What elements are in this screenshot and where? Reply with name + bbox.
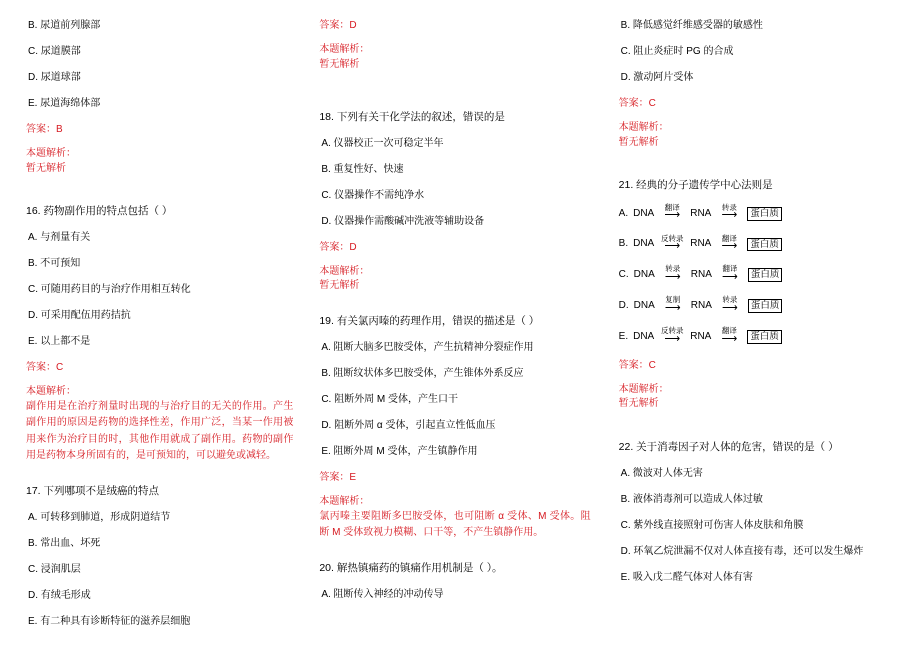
formula-term-start: DNA <box>633 330 655 342</box>
question-title: 22. 关于消毒因子对人体的危害，错误的是（ ） <box>618 440 839 453</box>
answer-option[interactable]: C. 仪器操作不需纯净水 <box>321 189 425 201</box>
column-2 <box>311 18 608 641</box>
correct-answer: 答案：B <box>26 124 63 135</box>
formula-option[interactable] <box>619 204 888 221</box>
explanation-text: 暂无解析 <box>618 398 659 410</box>
column-3 <box>609 18 906 641</box>
arrow-glyph: ⟶ <box>664 301 681 314</box>
answer-option[interactable]: D. 阻断外周 α 受体，引起直立性低血压 <box>321 419 496 431</box>
spacer <box>619 424 888 440</box>
answer-option[interactable]: D. 激动阿片受体 <box>620 72 694 83</box>
formula-term-start: DNA <box>633 269 655 281</box>
question-title: 21. 经典的分子遗传学中心法则是 <box>618 179 773 191</box>
explanation-label: 本题解析： <box>319 495 370 507</box>
explanation-label: 本题解析： <box>26 148 76 159</box>
answer-option[interactable]: C. 尿道膜部 <box>28 46 81 57</box>
arrow-glyph: ⟶ <box>721 209 738 222</box>
arrow-label: 转录 <box>665 264 681 274</box>
formula-term-mid: RNA <box>690 330 712 342</box>
answer-option[interactable]: C. 阻断外周 M 受体，产生口干 <box>321 393 458 405</box>
question-title: 16. 药物副作用的特点包括（ ） <box>26 205 173 217</box>
formula-term-end: 蛋白质 <box>747 330 782 344</box>
arrow-label: 转录 <box>721 202 737 212</box>
formula-term-start: DNA <box>633 207 655 219</box>
arrow-glyph: ⟶ <box>664 270 681 283</box>
answer-option[interactable]: D. 有绒毛形成 <box>28 589 91 601</box>
answer-option[interactable]: E. 有二种具有诊断特征的滋养层细胞 <box>28 615 191 627</box>
spacer <box>619 162 888 178</box>
formula-option[interactable] <box>619 235 888 252</box>
explanation-text: 暂无解析 <box>618 136 659 148</box>
column-1 <box>14 18 311 641</box>
correct-answer: 答案：D <box>319 20 357 31</box>
explanation-paragraph: 氯丙嗪主要阻断多巴胺受体，也可阻断 α 受体、M 受体。阻断 M 受体致视力模糊、口干等，不产生镇静作用。 <box>319 511 591 539</box>
correct-answer: 答案：D <box>319 241 357 253</box>
answer-option[interactable]: B. 阻断纹状体多巴胺受体，产生锥体外系反应 <box>321 367 524 379</box>
option-letter: A. <box>618 207 629 219</box>
option-letter: C. <box>618 269 629 281</box>
formula-term-end: 蛋白质 <box>748 299 783 313</box>
answer-option[interactable]: B. 液体消毒剂可以造成人体过敏 <box>620 493 763 505</box>
explanation-paragraph: 副作用是在治疗剂量时出现的与治疗目的无关的作用。产生副作用的原因是药物的选择性差，作用广泛，当某一作用被用来作为治疗目的时，其他作用就成了副作用。药物的副作用是药物本身所固有的，是可预知的，可以避免或减轻。 <box>26 401 294 461</box>
answer-option[interactable]: A. 仪器校正一次可稳定半年 <box>321 137 444 149</box>
answer-option[interactable]: A. 与剂量有关 <box>28 231 91 243</box>
process-arrow <box>658 265 688 282</box>
formula-term-start: DNA <box>633 300 655 312</box>
process-arrow <box>715 265 745 282</box>
answer-option[interactable]: A. 微波对人体无害 <box>620 467 703 479</box>
arrow-glyph: ⟶ <box>664 240 681 253</box>
answer-option[interactable]: B. 不可预知 <box>28 257 81 269</box>
arrow-label: 翻译 <box>664 202 680 212</box>
explanation-text: 暂无解析 <box>26 162 66 174</box>
arrow-label: 反转录 <box>660 326 684 336</box>
formula-option[interactable] <box>619 265 888 282</box>
arrow-glyph: ⟶ <box>722 270 738 283</box>
option-letter: E. <box>618 330 629 342</box>
explanation-text: 暂无解析 <box>319 58 360 70</box>
formula-term-start: DNA <box>633 238 655 250</box>
formula-term-mid: RNA <box>690 207 712 219</box>
explanation-label: 本题解析： <box>319 265 370 277</box>
explanation-label: 本题解析： <box>618 383 669 395</box>
formula-option[interactable] <box>619 327 888 344</box>
process-arrow <box>657 235 687 252</box>
answer-option[interactable]: D. 仪器操作需酸碱冲洗液等辅助设备 <box>321 215 485 227</box>
arrow-glyph: ⟶ <box>721 332 738 345</box>
answer-option[interactable]: E. 以上都不是 <box>28 335 91 347</box>
answer-option[interactable]: C. 可随用药目的与治疗作用相互转化 <box>28 283 191 295</box>
formula-term-mid: RNA <box>690 269 712 281</box>
arrow-label: 转录 <box>722 295 738 305</box>
arrow-glyph: ⟶ <box>722 301 738 314</box>
question-title: 19. 有关氯丙嗪的药理作用，错误的描述是（ ） <box>319 314 540 327</box>
formula-term-end: 蛋白质 <box>747 207 782 221</box>
answer-option[interactable]: E. 吸入戊二醛气体对人体有害 <box>620 571 753 583</box>
explanation-label: 本题解析： <box>319 44 370 55</box>
answer-option[interactable]: C. 阻止炎症时 PG 的合成 <box>620 46 734 57</box>
process-arrow <box>657 204 687 221</box>
answer-option[interactable]: A. 阻断大脑多巴胺受体，产生抗精神分裂症作用 <box>321 341 534 353</box>
process-arrow <box>714 235 744 252</box>
spacer <box>319 553 590 561</box>
answer-option[interactable]: C. 紫外线直接照射可伤害人体皮肤和角膜 <box>620 519 804 531</box>
formula-option[interactable] <box>619 296 888 313</box>
answer-option[interactable]: A. 阻断传入神经的冲动传导 <box>321 589 444 601</box>
answer-option[interactable]: A. 可转移到肺道，形成阴道结节 <box>28 511 171 523</box>
correct-answer: 答案：C <box>26 361 64 373</box>
spacer <box>26 188 293 204</box>
arrow-label: 翻译 <box>721 326 737 336</box>
spacer <box>319 306 590 314</box>
process-arrow <box>657 327 687 344</box>
arrow-label: 翻译 <box>721 233 737 243</box>
arrow-label: 翻译 <box>722 264 738 274</box>
answer-option[interactable]: B. 重复性好、快速 <box>321 163 404 175</box>
answer-option[interactable]: D. 环氧乙烷泄漏不仅对人体直接有毒，还可以发生爆炸 <box>620 545 864 557</box>
arrow-glyph: ⟶ <box>664 209 681 222</box>
answer-option[interactable]: D. 尿道球部 <box>28 72 81 83</box>
formula-term-mid: RNA <box>690 238 712 250</box>
formula-term-mid: RNA <box>690 300 712 312</box>
correct-answer: 答案：C <box>618 98 656 109</box>
correct-answer: 答案：E <box>319 471 356 483</box>
formula-term-end: 蛋白质 <box>747 238 782 252</box>
answer-option[interactable]: E. 尿道海绵体部 <box>28 98 101 109</box>
formula-term-end: 蛋白质 <box>748 268 783 282</box>
process-arrow <box>658 296 688 313</box>
explanation-label: 本题解析： <box>26 385 76 397</box>
option-letter: B. <box>618 238 629 250</box>
spacer <box>26 476 293 484</box>
process-arrow <box>715 296 745 313</box>
correct-answer: 答案：C <box>618 359 656 371</box>
question-title: 17. 下列哪项不是绒癌的特点 <box>26 485 160 497</box>
answer-option[interactable]: B. 常出血、坏死 <box>28 537 101 549</box>
process-arrow <box>714 327 744 344</box>
answer-option[interactable]: B. 降低感觉纤维感受器的敏感性 <box>620 20 763 31</box>
arrow-label: 反转录 <box>660 233 684 243</box>
arrow-label: 复制 <box>665 295 681 305</box>
option-letter: D. <box>618 300 629 312</box>
spacer <box>319 84 590 110</box>
explanation-text: 暂无解析 <box>319 280 360 292</box>
arrow-glyph: ⟶ <box>664 332 681 345</box>
process-arrow <box>714 204 744 221</box>
question-title: 18. 下列有关干化学法的叙述，错误的是 <box>319 111 505 123</box>
arrow-glyph: ⟶ <box>721 240 738 253</box>
question-title: 20. 解热镇痛药的镇痛作用机制是（ ）。 <box>319 562 503 575</box>
answer-option[interactable]: B. 尿道前列腺部 <box>28 20 101 31</box>
explanation-label: 本题解析： <box>618 122 669 133</box>
answer-option[interactable]: D. 可采用配伍用药拮抗 <box>28 309 131 321</box>
answer-option[interactable]: C. 浸润肌层 <box>28 563 81 575</box>
answer-option[interactable]: E. 阻断外周 M 受体，产生镇静作用 <box>321 445 478 457</box>
